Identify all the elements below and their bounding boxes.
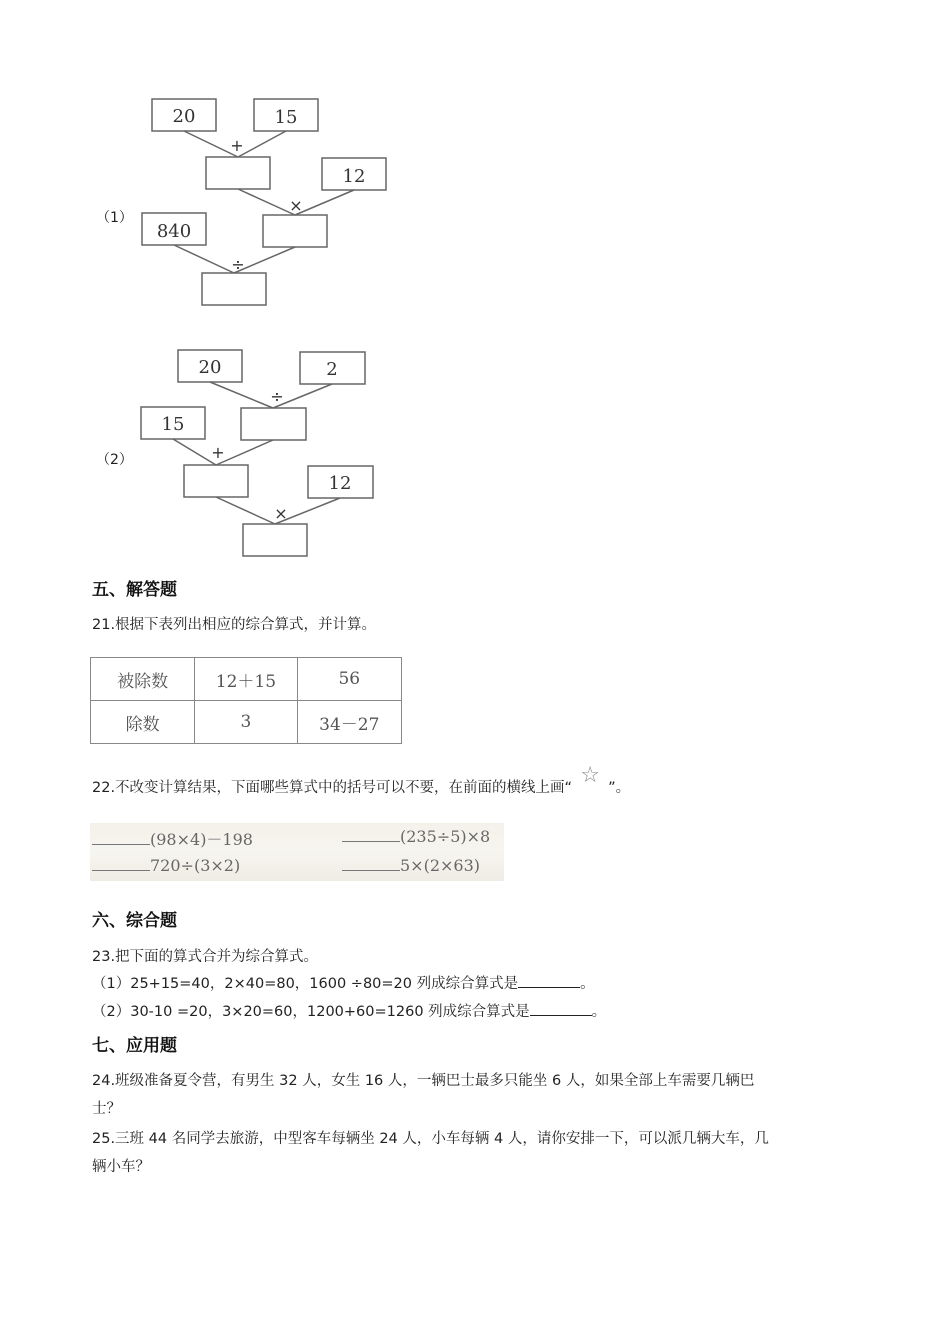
q22-expr-2 (342, 827, 490, 846)
expr-text: (98×4)－198 (150, 830, 253, 849)
tree2-box-lower-blank (184, 465, 248, 497)
q23-part1 (92, 973, 595, 995)
diagram2-label: （2） (96, 452, 133, 468)
q22-text (92, 763, 631, 799)
q23-part1-end: 。 (580, 976, 595, 992)
q23-part2 (92, 1001, 606, 1023)
tree1-top-left-value: 20 (172, 106, 196, 127)
q25-line1: 25.三班 44 名同学去旅游，中型客车每辆坐 24 人，小车每辆 4 人，请你安排一下，可以派几辆大车，几 (92, 1131, 769, 1147)
tree1-box-mid-left-blank (206, 157, 270, 189)
answer-line[interactable] (92, 832, 150, 845)
table-cell: 56 (297, 658, 401, 701)
tree1-top-right-value: 15 (274, 107, 298, 128)
expr-text: (235÷5)×8 (400, 827, 491, 846)
section6-title: 六、综合题 (92, 911, 177, 931)
q21-table (90, 657, 402, 744)
table-row-divisor (91, 701, 402, 744)
q22-text-before: 22.不改变计算结果，下面哪些算式中的括号可以不要，在前面的横线上画“ (92, 780, 573, 796)
expr-text: 5×(2×63) (400, 856, 481, 875)
q22-expr-1 (92, 827, 253, 850)
tree2-box-mid-result-blank (241, 408, 306, 440)
tree2-box-final-blank (243, 524, 307, 556)
tree2-op-times: × (274, 504, 288, 523)
tree2-top-left-value: 20 (198, 357, 222, 378)
q25-line2: 辆小车？ (92, 1159, 150, 1175)
table-cell: 3 (195, 701, 297, 744)
q21-text: 21.根据下表列出相应的综合算式，并计算。 (92, 617, 377, 633)
section7-title: 七、应用题 (92, 1036, 177, 1056)
tree2-top-right-value: 2 (326, 359, 338, 380)
table-cell: 除数 (91, 701, 195, 744)
table-row-dividend (91, 658, 402, 701)
tree1-mid-right-value: 12 (342, 166, 366, 187)
answer-line[interactable] (342, 858, 400, 871)
tree1-op-divide: ÷ (231, 255, 245, 274)
q22-expr-3 (92, 856, 240, 875)
tree1-box-mid-result-blank (263, 215, 327, 247)
calculation-tree-2 (135, 343, 395, 568)
section5-title: 五、解答题 (92, 580, 177, 600)
tree1-box-final-blank (202, 273, 266, 305)
q22-text-after: ”。 (608, 780, 631, 796)
calculation-tree-1 (140, 90, 400, 315)
q23-part2-end: 。 (591, 1004, 607, 1020)
tree2-op-divide: ÷ (270, 387, 284, 406)
table-cell: 34－27 (297, 701, 401, 744)
answer-blank[interactable] (518, 973, 580, 988)
table-cell: 被除数 (91, 658, 195, 701)
tree2-op-plus: + (211, 443, 225, 462)
tree1-bottom-left-value: 840 (156, 221, 192, 242)
q23-text: 23.把下面的算式合并为综合算式。 (92, 949, 319, 965)
q23-part1-text: （1）25+15=40，2×40=80，1600 ÷80=20 列成综合算式是 (92, 976, 519, 992)
q22-expressions-image (90, 823, 504, 881)
table-cell: 12＋15 (195, 658, 297, 701)
answer-blank[interactable] (530, 1001, 592, 1016)
tree1-op-plus: + (230, 136, 244, 155)
answer-line[interactable] (92, 858, 150, 871)
expr-text: 720÷(3×2) (150, 856, 241, 875)
tree2-mid-left-value: 15 (161, 414, 185, 435)
q23-part2-text: （2）30-10 =20，3×20=60，1200+60=1260 列成综合算式是 (92, 1004, 530, 1020)
q24-line2: 士？ (92, 1101, 121, 1117)
diagram1-label: （1） (96, 210, 133, 226)
q22-expr-4 (342, 856, 480, 875)
answer-line[interactable] (342, 829, 400, 842)
tree1-op-times: × (289, 196, 303, 215)
star-icon: ☆ (580, 763, 600, 788)
tree2-lower-right-value: 12 (328, 473, 352, 494)
q24-line1: 24.班级准备夏令营，有男生 32 人，女生 16 人，一辆巴士最多只能坐 6 人，如果全部上车需要几辆巴 (92, 1073, 755, 1089)
